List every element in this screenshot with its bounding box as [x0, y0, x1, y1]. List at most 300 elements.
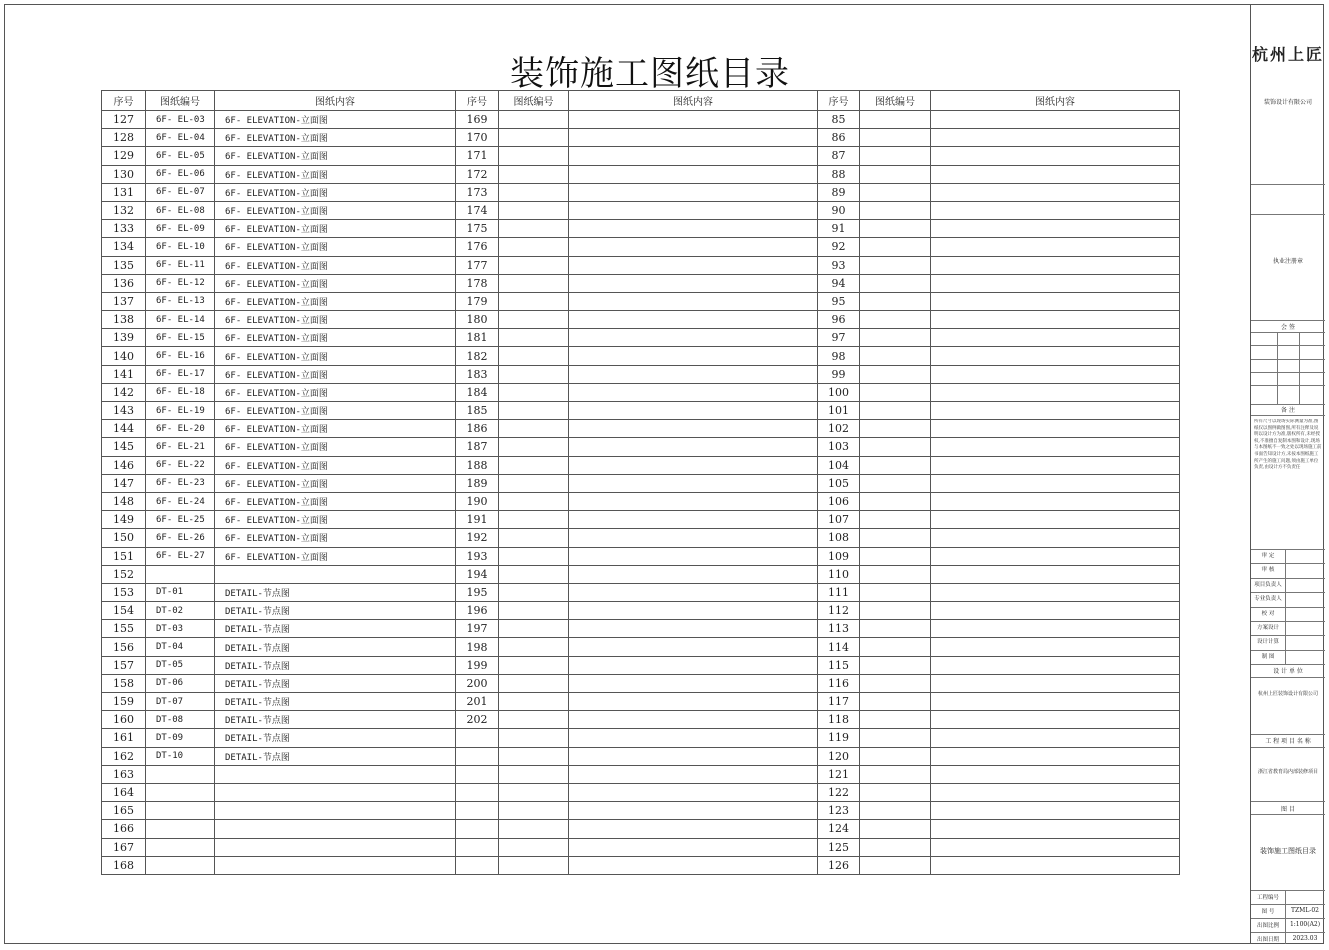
role-label: 制 图	[1261, 653, 1275, 660]
drawing-content-cell: DETAIL-节点图	[215, 583, 456, 601]
drawing-code-cell	[860, 602, 931, 620]
drawing-code-cell: 6F- EL-15	[146, 329, 215, 347]
drawing-content-cell: 6F- ELEVATION-立面图	[215, 511, 456, 529]
table-row	[818, 656, 1180, 674]
drawing-content-cell	[569, 292, 818, 310]
drawing-content-cell	[569, 656, 818, 674]
countersign-label: 会 签	[1281, 324, 1295, 331]
drawing-content-cell	[931, 365, 1180, 383]
table-row	[102, 674, 456, 692]
drawing-content-cell	[931, 838, 1180, 856]
table-row	[456, 402, 818, 420]
table-row	[456, 765, 818, 783]
seq-cell: 159	[102, 693, 146, 711]
table-row	[818, 711, 1180, 729]
seq-cell: 86	[818, 129, 860, 147]
table-row	[818, 129, 1180, 147]
drawing-code-cell	[860, 802, 931, 820]
seq-cell: 175	[456, 220, 499, 238]
drawing-code-cell	[860, 620, 931, 638]
drawing-content-cell	[931, 511, 1180, 529]
drawing-code-cell: 6F- EL-17	[146, 365, 215, 383]
drawing-content-cell: DETAIL-节点图	[215, 656, 456, 674]
drawing-code-cell: 6F- EL-23	[146, 474, 215, 492]
drawing-content-cell	[931, 383, 1180, 401]
drawing-code-cell	[146, 856, 215, 874]
drawing-code-cell: 6F- EL-09	[146, 220, 215, 238]
drawing-content-cell	[931, 183, 1180, 201]
table-row	[102, 238, 456, 256]
table-row	[818, 511, 1180, 529]
drawing-code-cell: DT-08	[146, 711, 215, 729]
seq-cell: 117	[818, 693, 860, 711]
table-row	[102, 256, 456, 274]
drawing-code-cell	[860, 547, 931, 565]
seq-cell: 106	[818, 492, 860, 510]
table-row	[102, 765, 456, 783]
drawing-code-cell	[860, 529, 931, 547]
drawing-code-cell: 6F- EL-18	[146, 383, 215, 401]
table-row	[102, 547, 456, 565]
drawing-content-cell	[569, 693, 818, 711]
seq-cell: 89	[818, 183, 860, 201]
drawing-content-cell	[569, 856, 818, 874]
table-row	[818, 111, 1180, 129]
drawing-content-cell	[569, 238, 818, 256]
seq-cell: 148	[102, 492, 146, 510]
drawing-code-cell	[499, 129, 569, 147]
drawing-code-cell	[146, 820, 215, 838]
table-row	[818, 856, 1180, 874]
drawing-content-cell: 6F- ELEVATION-立面图	[215, 402, 456, 420]
seq-cell: 88	[818, 165, 860, 183]
drawing-content-cell	[569, 602, 818, 620]
date-label: 出图日期	[1256, 937, 1279, 943]
table-row	[456, 129, 818, 147]
seq-cell: 191	[456, 511, 499, 529]
table-row	[102, 583, 456, 601]
table-row	[456, 201, 818, 219]
drawing-code-cell	[146, 802, 215, 820]
drawing-code-cell	[860, 238, 931, 256]
seq-cell: 128	[102, 129, 146, 147]
drawing-code-cell: DT-06	[146, 674, 215, 692]
seq-cell: 168	[102, 856, 146, 874]
drawing-content-cell	[569, 129, 818, 147]
drawing-code-cell	[499, 711, 569, 729]
drawing-content-cell	[569, 838, 818, 856]
table-row	[818, 456, 1180, 474]
drawing-code-cell	[499, 729, 569, 747]
drawing-content-cell: 6F- ELEVATION-立面图	[215, 474, 456, 492]
drawing-code-cell	[499, 602, 569, 620]
seq-cell	[456, 856, 499, 874]
seq-cell: 192	[456, 529, 499, 547]
seq-cell: 109	[818, 547, 860, 565]
drawing-content-cell: 6F- ELEVATION-立面图	[215, 292, 456, 310]
drawing-code-cell	[860, 765, 931, 783]
drawing-content-cell	[931, 747, 1180, 765]
drawing-content-cell: 6F- ELEVATION-立面图	[215, 438, 456, 456]
drawing-code-cell: 6F- EL-26	[146, 529, 215, 547]
table-row	[102, 783, 456, 801]
seq-cell: 160	[102, 711, 146, 729]
table-row	[102, 274, 456, 292]
drawing-code-cell	[860, 165, 931, 183]
drawing-content-cell	[931, 292, 1180, 310]
table-header-row	[818, 91, 1180, 111]
drawing-content-cell: 6F- ELEVATION-立面图	[215, 347, 456, 365]
table-row	[456, 529, 818, 547]
table-row	[102, 111, 456, 129]
table-row	[102, 711, 456, 729]
seq-cell: 118	[818, 711, 860, 729]
drawing-code-cell	[860, 365, 931, 383]
scale: 1:100(A2)	[1289, 921, 1321, 928]
drawing-content-cell	[569, 420, 818, 438]
seq-cell: 116	[818, 674, 860, 692]
seq-cell: 119	[818, 729, 860, 747]
drawing-content-cell	[931, 565, 1180, 583]
seq-cell: 187	[456, 438, 499, 456]
seq-cell: 94	[818, 274, 860, 292]
drawing-code-cell	[499, 693, 569, 711]
seq-cell: 162	[102, 747, 146, 765]
table-row	[456, 111, 818, 129]
table-row	[456, 511, 818, 529]
drawing-content-cell: 6F- ELEVATION-立面图	[215, 329, 456, 347]
table-row	[818, 747, 1180, 765]
table-row	[818, 292, 1180, 310]
drawing-content-cell	[569, 147, 818, 165]
drawing-code-cell: DT-07	[146, 693, 215, 711]
drawing-content-cell	[931, 256, 1180, 274]
drawing-code-cell	[860, 856, 931, 874]
table-row	[102, 602, 456, 620]
table-row	[456, 638, 818, 656]
table-row	[102, 438, 456, 456]
drawing-code-cell	[860, 111, 931, 129]
seq-cell: 179	[456, 292, 499, 310]
seq-cell: 151	[102, 547, 146, 565]
drawing-content-cell: 6F- ELEVATION-立面图	[215, 220, 456, 238]
seq-cell: 130	[102, 165, 146, 183]
drawing-content-cell	[931, 492, 1180, 510]
table-row	[818, 820, 1180, 838]
table-row	[818, 201, 1180, 219]
drawing-content-cell: DETAIL-节点图	[215, 747, 456, 765]
drawing-code-cell: 6F- EL-16	[146, 347, 215, 365]
table-row	[456, 729, 818, 747]
drawing-content-cell	[569, 747, 818, 765]
seq-cell: 98	[818, 347, 860, 365]
drawing-content-cell	[931, 238, 1180, 256]
drawing-content-cell	[931, 820, 1180, 838]
table-row	[818, 602, 1180, 620]
seq-cell	[456, 765, 499, 783]
drawing-content-cell	[569, 802, 818, 820]
drawing-content-cell	[569, 329, 818, 347]
table-row	[102, 129, 456, 147]
drawing-name: 装饰施工图纸目录	[1260, 847, 1316, 855]
drawing-code-cell	[499, 638, 569, 656]
seq-cell: 169	[456, 111, 499, 129]
table-row	[818, 438, 1180, 456]
table-row	[102, 638, 456, 656]
seq-cell: 92	[818, 238, 860, 256]
drawing-code-cell	[860, 383, 931, 401]
drawing-content-cell: 6F- ELEVATION-立面图	[215, 129, 456, 147]
seq-cell: 196	[456, 602, 499, 620]
drawing-content-cell	[931, 274, 1180, 292]
drawing-content-cell	[931, 693, 1180, 711]
drawing-code-cell	[146, 783, 215, 801]
table-row	[456, 365, 818, 383]
drawing-code-cell: DT-02	[146, 602, 215, 620]
drawing-content-cell	[569, 347, 818, 365]
drawing-content-cell: 6F- ELEVATION-立面图	[215, 420, 456, 438]
drawing-content-cell	[931, 347, 1180, 365]
table-row	[456, 602, 818, 620]
drawing-content-cell	[931, 856, 1180, 874]
table-row	[456, 747, 818, 765]
table-row	[102, 747, 456, 765]
drawing-code-cell: 6F- EL-03	[146, 111, 215, 129]
seq-cell: 184	[456, 383, 499, 401]
header-code: 图纸编号	[146, 91, 215, 111]
drawing-code-cell: 6F- EL-13	[146, 292, 215, 310]
drawing-code-cell	[146, 765, 215, 783]
drawing-content-cell	[569, 620, 818, 638]
seq-cell: 146	[102, 456, 146, 474]
drawing-content-cell	[569, 783, 818, 801]
drawing-code-cell	[499, 765, 569, 783]
design-unit-name: 杭州上匠装饰设计有限公司	[1257, 691, 1318, 697]
drawing-code-cell	[860, 656, 931, 674]
seq-cell: 199	[456, 656, 499, 674]
drawing-content-cell: 6F- ELEVATION-立面图	[215, 111, 456, 129]
table-row	[456, 292, 818, 310]
table-row	[818, 274, 1180, 292]
drawing-content-cell: 6F- ELEVATION-立面图	[215, 456, 456, 474]
table-row	[102, 802, 456, 820]
table-row	[456, 274, 818, 292]
seq-cell: 197	[456, 620, 499, 638]
drawing-content-cell: DETAIL-节点图	[215, 693, 456, 711]
table-row	[456, 547, 818, 565]
company-subtitle: 装饰设计有限公司	[1263, 99, 1312, 106]
seq-cell: 125	[818, 838, 860, 856]
table-row	[456, 165, 818, 183]
remarks-label: 备 注	[1281, 407, 1295, 414]
drawing-code-cell: 6F- EL-11	[146, 256, 215, 274]
drawing-content-cell	[569, 729, 818, 747]
seq-cell: 193	[456, 547, 499, 565]
drawing-code-cell	[860, 492, 931, 510]
drawing-code-cell	[860, 201, 931, 219]
drawing-content-cell	[569, 565, 818, 583]
drawing-content-cell	[569, 529, 818, 547]
seq-cell: 135	[102, 256, 146, 274]
drawing-code-cell	[499, 147, 569, 165]
page-title: 装饰施工图纸目录	[510, 54, 790, 94]
seq-cell	[456, 783, 499, 801]
seq-cell: 131	[102, 183, 146, 201]
drawing-content-cell	[569, 511, 818, 529]
drawing-code-cell: DT-10	[146, 747, 215, 765]
drawing-content-cell	[931, 420, 1180, 438]
table-row	[102, 311, 456, 329]
drawing-content-cell	[569, 438, 818, 456]
drawing-code-cell	[499, 183, 569, 201]
drawing-code-cell: 6F- EL-06	[146, 165, 215, 183]
seq-cell: 127	[102, 111, 146, 129]
drawing-code-cell	[860, 274, 931, 292]
seq-cell: 115	[818, 656, 860, 674]
seq-cell	[456, 729, 499, 747]
table-row	[102, 383, 456, 401]
seq-cell: 139	[102, 329, 146, 347]
drawing-content-cell	[569, 583, 818, 601]
drawing-content-cell	[931, 656, 1180, 674]
table-row	[102, 838, 456, 856]
table-row	[102, 220, 456, 238]
drawing-code-cell	[860, 147, 931, 165]
table-row	[818, 383, 1180, 401]
drawing-content-cell: 6F- ELEVATION-立面图	[215, 311, 456, 329]
drawing-content-cell: DETAIL-节点图	[215, 638, 456, 656]
seq-cell: 177	[456, 256, 499, 274]
catalog-table-2	[455, 90, 818, 875]
drawing-code-cell: 6F- EL-10	[146, 238, 215, 256]
seq-cell: 185	[456, 402, 499, 420]
seq-cell: 178	[456, 274, 499, 292]
table-row	[818, 838, 1180, 856]
drawing-code-cell	[860, 583, 931, 601]
drawing-content-cell	[931, 638, 1180, 656]
drawing-content-cell	[931, 129, 1180, 147]
drawing-content-cell: DETAIL-节点图	[215, 729, 456, 747]
drawing-content-cell	[931, 583, 1180, 601]
drawing-code-cell	[499, 856, 569, 874]
drawing-code-cell	[860, 292, 931, 310]
drawing-content-cell	[931, 674, 1180, 692]
table-header-row	[102, 91, 456, 111]
drawing-content-cell	[215, 765, 456, 783]
drawing-code-cell	[860, 729, 931, 747]
role-label: 专业负责人	[1254, 596, 1282, 603]
seq-cell: 202	[456, 711, 499, 729]
drawing-code-cell: 6F- EL-20	[146, 420, 215, 438]
seq-cell: 113	[818, 620, 860, 638]
drawing-code-cell	[499, 365, 569, 383]
table-row	[818, 220, 1180, 238]
seq-cell: 124	[818, 820, 860, 838]
drawing-content-cell	[569, 111, 818, 129]
project-no-label: 工程编号	[1256, 895, 1279, 901]
seq-cell: 122	[818, 783, 860, 801]
table-row	[102, 456, 456, 474]
drawing-content-cell	[931, 474, 1180, 492]
drawing-code-cell	[499, 620, 569, 638]
table-row	[456, 183, 818, 201]
table-row	[102, 693, 456, 711]
catalog-table-1	[101, 90, 456, 875]
drawing-content-cell: 6F- ELEVATION-立面图	[215, 256, 456, 274]
table-row	[456, 238, 818, 256]
seq-cell: 190	[456, 492, 499, 510]
seq-cell: 181	[456, 329, 499, 347]
header-seq: 序号	[818, 91, 860, 111]
seq-cell: 114	[818, 638, 860, 656]
design-unit-label: 设 计 单 位	[1273, 668, 1303, 675]
table-row	[818, 783, 1180, 801]
table-row	[818, 238, 1180, 256]
drawing-code-cell	[860, 420, 931, 438]
seq-cell: 105	[818, 474, 860, 492]
seq-cell: 201	[456, 693, 499, 711]
drawing-code-cell: 6F- EL-21	[146, 438, 215, 456]
drawing-content-cell: DETAIL-节点图	[215, 602, 456, 620]
seq-cell: 102	[818, 420, 860, 438]
seq-cell: 95	[818, 292, 860, 310]
drawing-code-cell	[860, 565, 931, 583]
drawing-code-cell	[499, 274, 569, 292]
table-row	[456, 838, 818, 856]
drawing-content-cell	[931, 111, 1180, 129]
seq-cell: 129	[102, 147, 146, 165]
drawing-content-cell	[569, 674, 818, 692]
drawing-code-cell	[499, 329, 569, 347]
seq-cell: 189	[456, 474, 499, 492]
table-row	[102, 656, 456, 674]
seq-cell: 171	[456, 147, 499, 165]
scale-label: 出图比例	[1256, 923, 1279, 929]
drawing-content-cell	[931, 456, 1180, 474]
drawing-code-cell	[860, 474, 931, 492]
drawing-code-cell	[860, 402, 931, 420]
drawing-content-cell: 6F- ELEVATION-立面图	[215, 365, 456, 383]
drawing-code-cell	[499, 420, 569, 438]
table-row	[102, 856, 456, 874]
table-row	[456, 820, 818, 838]
drawing-content-cell	[931, 201, 1180, 219]
drawing-code-cell	[499, 838, 569, 856]
table-row	[102, 565, 456, 583]
table-row	[456, 220, 818, 238]
seq-cell: 108	[818, 529, 860, 547]
seq-cell: 157	[102, 656, 146, 674]
seq-cell: 141	[102, 365, 146, 383]
drawing-code-cell	[860, 183, 931, 201]
seq-cell: 167	[102, 838, 146, 856]
company-logo: 杭州上匠	[1252, 45, 1325, 64]
seq-cell: 170	[456, 129, 499, 147]
seq-cell: 173	[456, 183, 499, 201]
drawing-content-cell: 6F- ELEVATION-立面图	[215, 492, 456, 510]
drawing-code-cell	[499, 474, 569, 492]
table-row	[818, 565, 1180, 583]
table-row	[102, 492, 456, 510]
role-label: 设计计算	[1256, 639, 1279, 646]
seq-cell: 99	[818, 365, 860, 383]
table-row	[456, 856, 818, 874]
table-row	[102, 201, 456, 219]
drawing-content-cell: 6F- ELEVATION-立面图	[215, 201, 456, 219]
drawing-content-cell: 6F- ELEVATION-立面图	[215, 274, 456, 292]
drawing-content-cell	[569, 183, 818, 201]
table-row	[818, 474, 1180, 492]
